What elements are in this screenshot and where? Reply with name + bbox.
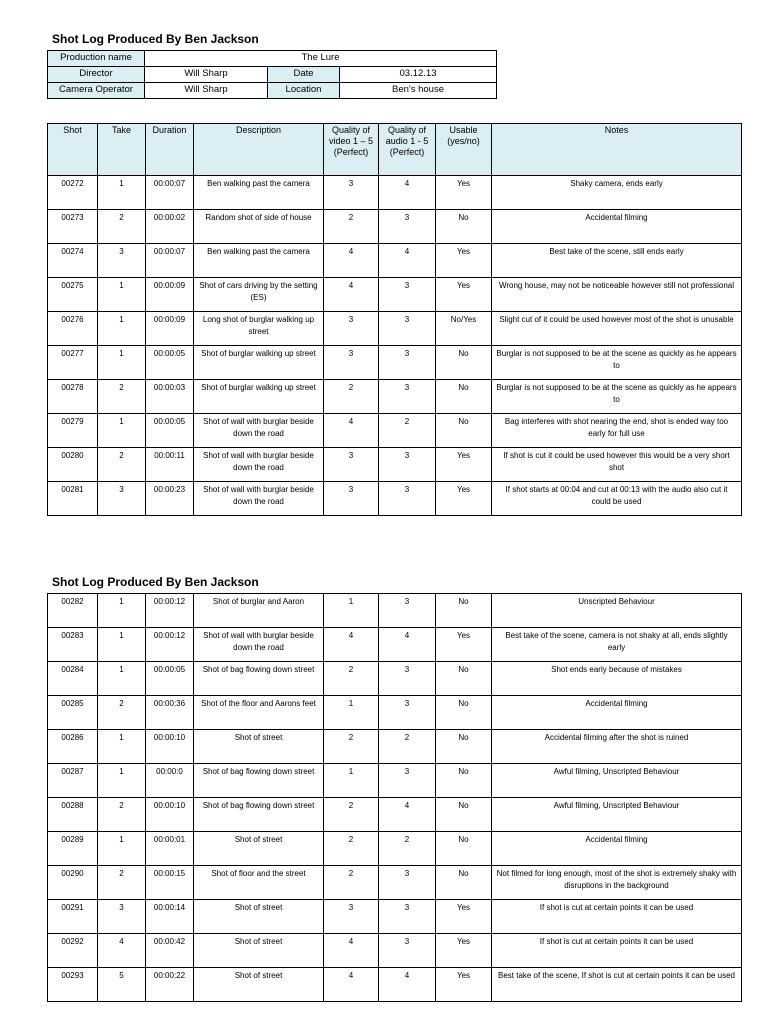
- table-row: [48, 278, 742, 312]
- quality-video-cell: 3: [324, 900, 379, 934]
- notes-cell: Best take of the scene, If shot is cut at certain points it can be used: [492, 968, 742, 1002]
- header-duration: Duration: [146, 124, 194, 176]
- quality-audio-cell: 3: [379, 346, 436, 380]
- quality-audio-cell: 3: [379, 278, 436, 312]
- quality-video-cell: 1: [324, 594, 379, 628]
- take-cell: 2: [98, 866, 146, 900]
- description-cell: Shot of the floor and Aarons feet: [194, 696, 324, 730]
- duration-cell: 00:00:0: [146, 764, 194, 798]
- shot-cell: 00286: [48, 730, 98, 764]
- date-value: 03.12.13: [340, 67, 497, 83]
- header-quality-audio: Quality of audio 1 - 5 (Perfect): [379, 124, 436, 176]
- quality-video-cell: 2: [324, 832, 379, 866]
- quality-audio-cell: 3: [379, 662, 436, 696]
- take-cell: 2: [98, 210, 146, 244]
- usable-cell: No/Yes: [436, 312, 492, 346]
- table-row: [48, 176, 742, 210]
- table-row: [48, 594, 742, 628]
- description-cell: Shot of wall with burglar beside down the road: [194, 628, 324, 662]
- duration-cell: 00:00:09: [146, 278, 194, 312]
- table-row: [48, 482, 742, 516]
- quality-video-cell: 1: [324, 696, 379, 730]
- quality-audio-cell: 3: [379, 764, 436, 798]
- table-row: [48, 866, 742, 900]
- usable-cell: Yes: [436, 968, 492, 1002]
- description-cell: Shot of street: [194, 968, 324, 1002]
- description-cell: Shot of bag flowing down street: [194, 798, 324, 832]
- duration-cell: 00:00:15: [146, 866, 194, 900]
- quality-audio-cell: 4: [379, 968, 436, 1002]
- shot-log-header: [48, 124, 742, 176]
- table-row: [48, 764, 742, 798]
- usable-cell: No: [436, 730, 492, 764]
- shot-cell: 00275: [48, 278, 98, 312]
- quality-video-cell: 3: [324, 448, 379, 482]
- quality-video-cell: 2: [324, 662, 379, 696]
- notes-cell: Accidental filming after the shot is ruined: [492, 730, 742, 764]
- quality-audio-cell: 2: [379, 414, 436, 448]
- header-quality-video: Quality of video 1 – 5 (Perfect): [324, 124, 379, 176]
- take-cell: 1: [98, 414, 146, 448]
- duration-cell: 00:00:10: [146, 798, 194, 832]
- notes-cell: If shot starts at 00:04 and cut at 00:13 with the audio also cut it could be used: [492, 482, 742, 516]
- shot-cell: 00280: [48, 448, 98, 482]
- duration-cell: 00:00:23: [146, 482, 194, 516]
- camera-operator-label: Camera Operator: [48, 83, 145, 99]
- quality-video-cell: 4: [324, 628, 379, 662]
- quality-video-cell: 2: [324, 798, 379, 832]
- take-cell: 1: [98, 764, 146, 798]
- duration-cell: 00:00:02: [146, 210, 194, 244]
- table-row: [48, 934, 742, 968]
- header-description: Description: [194, 124, 324, 176]
- description-cell: Shot of street: [194, 730, 324, 764]
- usable-cell: Yes: [436, 900, 492, 934]
- page-title: Shot Log Produced By Ben Jackson: [52, 32, 259, 46]
- usable-cell: No: [436, 764, 492, 798]
- duration-cell: 00:00:07: [146, 176, 194, 210]
- production-name-label: Production name: [48, 51, 145, 67]
- notes-cell: If shot is cut at certain points it can be used: [492, 934, 742, 968]
- quality-audio-cell: 4: [379, 628, 436, 662]
- take-cell: 3: [98, 482, 146, 516]
- quality-audio-cell: 3: [379, 312, 436, 346]
- usable-cell: Yes: [436, 482, 492, 516]
- shot-cell: 00277: [48, 346, 98, 380]
- duration-cell: 00:00:05: [146, 346, 194, 380]
- duration-cell: 00:00:03: [146, 380, 194, 414]
- description-cell: Shot of burglar and Aaron: [194, 594, 324, 628]
- usable-cell: Yes: [436, 244, 492, 278]
- quality-audio-cell: 4: [379, 798, 436, 832]
- date-label: Date: [268, 67, 340, 83]
- table-row: [48, 414, 742, 448]
- notes-cell: Bag interferes with shot nearing the end, shot is ended way too early for full use: [492, 414, 742, 448]
- shot-log-table: [47, 123, 742, 516]
- shot-cell: 00276: [48, 312, 98, 346]
- usable-cell: No: [436, 594, 492, 628]
- usable-cell: Yes: [436, 628, 492, 662]
- shot-cell: 00289: [48, 832, 98, 866]
- table-row: [48, 312, 742, 346]
- take-cell: 2: [98, 448, 146, 482]
- take-cell: 4: [98, 934, 146, 968]
- description-cell: Shot of cars driving by the setting (ES): [194, 278, 324, 312]
- description-cell: Random shot of side of house: [194, 210, 324, 244]
- description-cell: Shot of burglar walking up street: [194, 346, 324, 380]
- take-cell: 3: [98, 244, 146, 278]
- notes-cell: Accidental filming: [492, 210, 742, 244]
- table-row: [48, 244, 742, 278]
- quality-video-cell: 1: [324, 764, 379, 798]
- description-cell: Shot of burglar walking up street: [194, 380, 324, 414]
- header-shot: Shot: [48, 124, 98, 176]
- notes-cell: If shot is cut it could be used however this would be a very short shot: [492, 448, 742, 482]
- duration-cell: 00:00:14: [146, 900, 194, 934]
- table-row: [48, 210, 742, 244]
- table-row: [48, 900, 742, 934]
- header-notes: Notes: [492, 124, 742, 176]
- usable-cell: No: [436, 346, 492, 380]
- production-info-table: [47, 50, 497, 99]
- table-row: [48, 346, 742, 380]
- usable-cell: No: [436, 414, 492, 448]
- shot-cell: 00293: [48, 968, 98, 1002]
- quality-audio-cell: 3: [379, 866, 436, 900]
- take-cell: 1: [98, 312, 146, 346]
- quality-video-cell: 2: [324, 210, 379, 244]
- description-cell: Ben walking past the camera: [194, 244, 324, 278]
- description-cell: Shot of wall with burglar beside down the road: [194, 448, 324, 482]
- take-cell: 3: [98, 900, 146, 934]
- notes-cell: Slight cut of it could be used however most of the shot is unusable: [492, 312, 742, 346]
- usable-cell: No: [436, 832, 492, 866]
- notes-cell: Awful filming, Unscripted Behaviour: [492, 764, 742, 798]
- description-cell: Shot of wall with burglar beside down the road: [194, 414, 324, 448]
- notes-cell: Shot ends early because of mistakes: [492, 662, 742, 696]
- quality-video-cell: 3: [324, 482, 379, 516]
- notes-cell: If shot is cut at certain points it can be used: [492, 900, 742, 934]
- usable-cell: No: [436, 866, 492, 900]
- camera-operator-row: [48, 83, 497, 99]
- shot-cell: 00292: [48, 934, 98, 968]
- quality-audio-cell: 3: [379, 448, 436, 482]
- take-cell: 2: [98, 798, 146, 832]
- description-cell: Shot of street: [194, 900, 324, 934]
- location-value: Ben's house: [340, 83, 497, 99]
- notes-cell: Awful filming, Unscripted Behaviour: [492, 798, 742, 832]
- notes-cell: Burglar is not supposed to be at the scene as quickly as he appears to: [492, 380, 742, 414]
- description-cell: Shot of street: [194, 934, 324, 968]
- take-cell: 1: [98, 594, 146, 628]
- description-cell: Shot of bag flowing down street: [194, 662, 324, 696]
- camera-operator-value: Will Sharp: [145, 83, 268, 99]
- notes-cell: Accidental filming: [492, 696, 742, 730]
- description-cell: Shot of floor and the street: [194, 866, 324, 900]
- usable-cell: No: [436, 662, 492, 696]
- table-row: [48, 380, 742, 414]
- usable-cell: No: [436, 696, 492, 730]
- production-name-row: [48, 51, 497, 67]
- shot-cell: 00287: [48, 764, 98, 798]
- header-usable: Usable (yes/no): [436, 124, 492, 176]
- duration-cell: 00:00:36: [146, 696, 194, 730]
- shot-cell: 00285: [48, 696, 98, 730]
- quality-audio-cell: 3: [379, 900, 436, 934]
- quality-video-cell: 4: [324, 968, 379, 1002]
- description-cell: Shot of wall with burglar beside down the road: [194, 482, 324, 516]
- quality-video-cell: 2: [324, 730, 379, 764]
- usable-cell: Yes: [436, 278, 492, 312]
- table-row: [48, 696, 742, 730]
- usable-cell: No: [436, 380, 492, 414]
- quality-audio-cell: 4: [379, 176, 436, 210]
- header-take: Take: [98, 124, 146, 176]
- quality-video-cell: 4: [324, 244, 379, 278]
- table-row: [48, 968, 742, 1002]
- table-row: [48, 448, 742, 482]
- usable-cell: No: [436, 798, 492, 832]
- shot-cell: 00290: [48, 866, 98, 900]
- notes-cell: Best take of the scene, camera is not shaky at all, ends slightly early: [492, 628, 742, 662]
- table-row: [48, 798, 742, 832]
- quality-video-cell: 4: [324, 414, 379, 448]
- quality-audio-cell: 3: [379, 934, 436, 968]
- shot-cell: 00278: [48, 380, 98, 414]
- notes-cell: Accidental filming: [492, 832, 742, 866]
- quality-audio-cell: 2: [379, 832, 436, 866]
- duration-cell: 00:00:22: [146, 968, 194, 1002]
- quality-audio-cell: 3: [379, 696, 436, 730]
- shot-cell: 00284: [48, 662, 98, 696]
- notes-cell: Not filmed for long enough, most of the shot is extremely shaky with disruptions in the background: [492, 866, 742, 900]
- quality-video-cell: 3: [324, 346, 379, 380]
- notes-cell: Unscripted Behaviour: [492, 594, 742, 628]
- description-cell: Shot of street: [194, 832, 324, 866]
- usable-cell: Yes: [436, 448, 492, 482]
- take-cell: 1: [98, 346, 146, 380]
- location-label: Location: [268, 83, 340, 99]
- shot-cell: 00281: [48, 482, 98, 516]
- shot-cell: 00274: [48, 244, 98, 278]
- table-row: [48, 730, 742, 764]
- director-value: Will Sharp: [145, 67, 268, 83]
- quality-audio-cell: 3: [379, 380, 436, 414]
- duration-cell: 00:00:11: [146, 448, 194, 482]
- duration-cell: 00:00:12: [146, 594, 194, 628]
- shot-log-table-continued: [47, 593, 742, 1002]
- shot-cell: 00279: [48, 414, 98, 448]
- quality-video-cell: 3: [324, 176, 379, 210]
- table-row: [48, 662, 742, 696]
- take-cell: 1: [98, 628, 146, 662]
- duration-cell: 00:00:07: [146, 244, 194, 278]
- usable-cell: Yes: [436, 176, 492, 210]
- quality-video-cell: 2: [324, 380, 379, 414]
- usable-cell: No: [436, 210, 492, 244]
- take-cell: 1: [98, 730, 146, 764]
- duration-cell: 00:00:09: [146, 312, 194, 346]
- shot-cell: 00272: [48, 176, 98, 210]
- duration-cell: 00:00:05: [146, 414, 194, 448]
- take-cell: 5: [98, 968, 146, 1002]
- take-cell: 1: [98, 176, 146, 210]
- description-cell: Shot of bag flowing down street: [194, 764, 324, 798]
- quality-audio-cell: 2: [379, 730, 436, 764]
- description-cell: Long shot of burglar walking up street: [194, 312, 324, 346]
- take-cell: 1: [98, 832, 146, 866]
- description-cell: Ben walking past the camera: [194, 176, 324, 210]
- shot-cell: 00282: [48, 594, 98, 628]
- quality-audio-cell: 3: [379, 210, 436, 244]
- quality-video-cell: 3: [324, 312, 379, 346]
- notes-cell: Shaky camera, ends early: [492, 176, 742, 210]
- take-cell: 2: [98, 696, 146, 730]
- notes-cell: Burglar is not supposed to be at the scene as quickly as he appears to: [492, 346, 742, 380]
- table-row: [48, 628, 742, 662]
- take-cell: 1: [98, 278, 146, 312]
- duration-cell: 00:00:10: [146, 730, 194, 764]
- take-cell: 1: [98, 662, 146, 696]
- quality-audio-cell: 4: [379, 244, 436, 278]
- director-row: [48, 67, 497, 83]
- duration-cell: 00:00:01: [146, 832, 194, 866]
- production-name-value: The Lure: [145, 51, 497, 67]
- page-title-second: Shot Log Produced By Ben Jackson: [52, 575, 259, 589]
- duration-cell: 00:00:42: [146, 934, 194, 968]
- director-label: Director: [48, 67, 145, 83]
- quality-audio-cell: 3: [379, 482, 436, 516]
- shot-cell: 00291: [48, 900, 98, 934]
- take-cell: 2: [98, 380, 146, 414]
- duration-cell: 00:00:05: [146, 662, 194, 696]
- quality-video-cell: 4: [324, 934, 379, 968]
- notes-cell: Wrong house, may not be noticeable however still not professional: [492, 278, 742, 312]
- quality-audio-cell: 3: [379, 594, 436, 628]
- table-row: [48, 832, 742, 866]
- duration-cell: 00:00:12: [146, 628, 194, 662]
- quality-video-cell: 2: [324, 866, 379, 900]
- shot-cell: 00273: [48, 210, 98, 244]
- notes-cell: Best take of the scene, still ends early: [492, 244, 742, 278]
- shot-cell: 00283: [48, 628, 98, 662]
- usable-cell: Yes: [436, 934, 492, 968]
- shot-cell: 00288: [48, 798, 98, 832]
- quality-video-cell: 4: [324, 278, 379, 312]
